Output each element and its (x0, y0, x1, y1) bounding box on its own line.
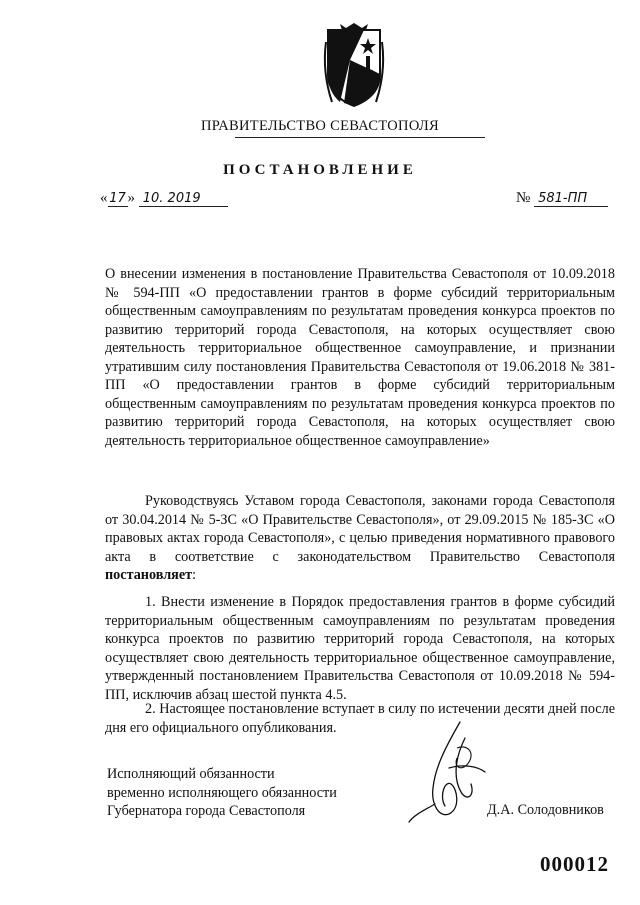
signatory-name: Д.А. Солодовников (487, 802, 604, 818)
preamble-emphasis: постановляет (105, 567, 193, 583)
government-title: ПРАВИТЕЛЬСТВО СЕВАСТОПОЛЯ (201, 118, 439, 134)
date-month-year: 10. 2019 (139, 191, 228, 207)
document-type: ПОСТАНОВЛЕНИЕ (223, 162, 417, 178)
document-subject: О внесении изменения в постановление Правительства Севастополя от 10.09.2018 № 594-ПП «О предоставлении грантов в форме субсидий территориальным общественным самоуправлениям по результатам проведения конкурса проектов по развитию территорий города Севастополя, на которых осуществляет свою деятельность территориальное общественное самоуправление, и признании утратившим силу постановления Правительства Севастополя от 19.06.2018 № 381-ПП «О предоставлении грантов в форме субсидий территориальным общественным самоуправлениям по результатам проведения конкурса проектов по развитию территорий города Севастополя, на которых осуществляет свою деятельность территориальное общественное самоуправление» (105, 266, 615, 449)
date-open-quote: « (100, 190, 108, 206)
preamble-text: Руководствуясь Уставом города Севастополя, законами города Севастополя от 30.04.2014 № 5-ЗС «О Правительстве Севастополя», от 29.09.2015 № 185-ЗС «О правовых актах города Севастополя», с целью приведения нормативного правового акта в соответствие с законодательством Правительство Севастополя (105, 493, 615, 565)
title-rule (235, 137, 485, 138)
document-number (516, 190, 608, 207)
preamble (105, 492, 615, 585)
handwritten-signature (405, 718, 495, 828)
date-day: 17 (109, 191, 126, 206)
list-item: 1. Внести изменение в Порядок предоставления грантов в форме субсидий территориальным общественным самоуправлениям по результатам проведения конкурса проектов по развитию территорий города Севастополя, на которых осуществляет свою деятельность территориальное общественное самоуправление, утвержденный постановлением Правительства Севастополя от 10.09.2018 № 594-ПП, исключив абзац шестой пункта 4.5. (105, 594, 615, 703)
document-date (100, 190, 228, 207)
number-sign: № (516, 190, 531, 206)
signatory-line-3: Губернатора города Севастополя (107, 803, 306, 819)
signatory-line-1: Исполняющий обязанности (107, 766, 275, 782)
signatory-line-2: временно исполняющего обязанности (107, 784, 337, 801)
preamble-end: : (192, 567, 197, 583)
coat-of-arms-icon (320, 22, 388, 110)
signatory-title (107, 765, 337, 821)
number-value: 581-ПП (534, 191, 608, 207)
list-item: 2. Настоящее постановление вступает в силу по истечении десяти дней после дня его официального опубликования. (105, 701, 615, 736)
page-code: 000012 (540, 852, 609, 876)
date-close-quote: » (127, 190, 135, 206)
